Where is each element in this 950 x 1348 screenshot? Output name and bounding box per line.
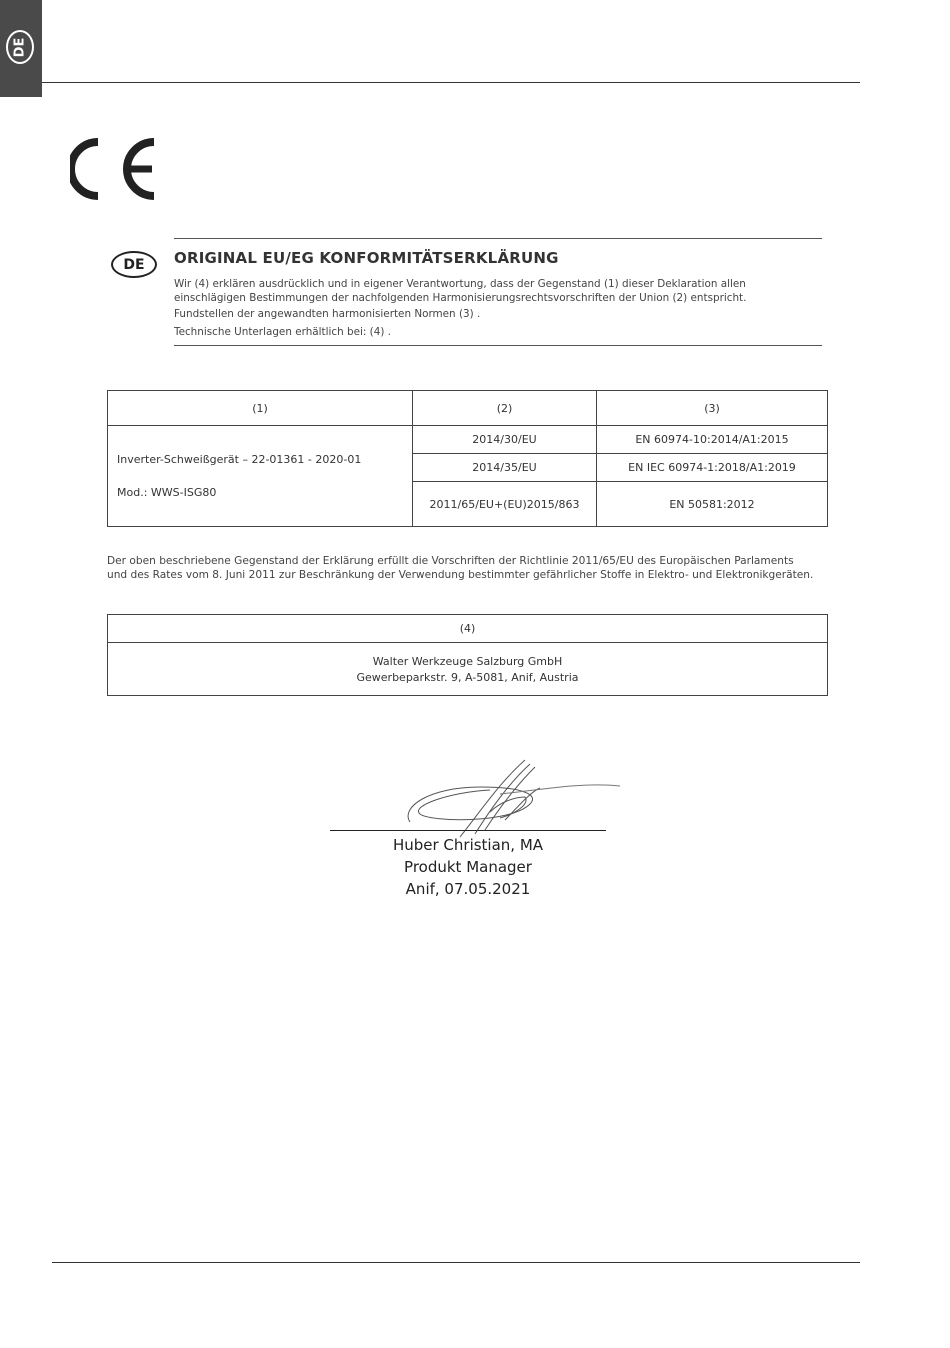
standard-cell: EN 60974-10:2014/A1:2015 xyxy=(597,426,828,454)
footer-rule xyxy=(52,1262,860,1263)
language-badge-label: DE xyxy=(12,37,28,57)
signatory-name: Huber Christian, MA xyxy=(392,836,544,854)
conformity-table xyxy=(107,390,828,527)
de-badge: DE xyxy=(111,251,157,278)
standard-cell: EN 50581:2012 xyxy=(597,482,828,527)
signatory-place-date: Anif, 07.05.2021 xyxy=(405,880,531,898)
declaration-bottom-rule xyxy=(174,345,822,346)
directive-cell: 2014/35/EU xyxy=(413,454,597,482)
rohs-line-1: Der oben beschriebene Gegenstand der Erklärung erfüllt die Vorschriften der Richtlinie 2011/65/EU des Europäischen Parlaments xyxy=(107,555,794,567)
directive-cell: 2014/30/EU xyxy=(413,426,597,454)
manufacturer-header-row xyxy=(108,615,828,643)
rohs-line-2: und des Rates vom 8. Juni 2011 zur Beschränkung der Verwendung bestimmter gefährlicher Stoffe in Elektro- und Elektronikgeräten. xyxy=(107,569,814,581)
manufacturer-row xyxy=(108,643,828,696)
header-col-3: (3) xyxy=(597,391,828,426)
declaration-line-1: Wir (4) erklären ausdrücklich und in eigener Verantwortung, dass der Gegenstand (1) dieser Deklaration allen xyxy=(174,278,746,290)
signature-line xyxy=(330,830,606,831)
declaration-line-4: Technische Unterlagen erhältlich bei: (4) . xyxy=(174,326,391,338)
declaration-title: ORIGINAL EU/EG KONFORMITÄTSERKLÄRUNG xyxy=(174,249,559,267)
table-header-row xyxy=(108,391,828,426)
company-address: Gewerbeparkstr. 9, A-5081, Anif, Austria xyxy=(356,670,579,684)
company-name: Walter Werkzeuge Salzburg GmbH xyxy=(372,654,563,668)
table-row xyxy=(108,426,828,454)
product-name: Inverter-Schweißgerät – 22-01361 - 2020-01 xyxy=(117,453,362,466)
manufacturer-cell xyxy=(108,643,828,696)
declaration-line-2: einschlägigen Bestimmungen der nachfolgenden Harmonisierungsrechtsvorschriften der Union (2) entspricht. xyxy=(174,292,747,304)
product-cell xyxy=(108,426,413,527)
handwritten-signature xyxy=(390,752,630,842)
product-model: Mod.: WWS-ISG80 xyxy=(117,486,217,499)
rohs-statement xyxy=(107,554,813,582)
manufacturer-table xyxy=(107,614,828,696)
directive-cell: 2011/65/EU+(EU)2015/863 xyxy=(413,482,597,527)
manufacturer-header: (4) xyxy=(108,615,828,643)
header-rule xyxy=(42,82,860,83)
header-col-1: (1) xyxy=(108,391,413,426)
language-side-tab xyxy=(0,0,42,97)
standard-cell: EN IEC 60974-1:2018/A1:2019 xyxy=(597,454,828,482)
ce-mark-logo xyxy=(70,138,160,200)
declaration-line-3: Fundstellen der angewandten harmonisierten Normen (3) . xyxy=(174,308,481,320)
language-badge xyxy=(6,30,34,64)
signatory-role: Produkt Manager xyxy=(404,858,532,876)
header-col-2: (2) xyxy=(413,391,597,426)
declaration-top-rule xyxy=(174,238,822,239)
